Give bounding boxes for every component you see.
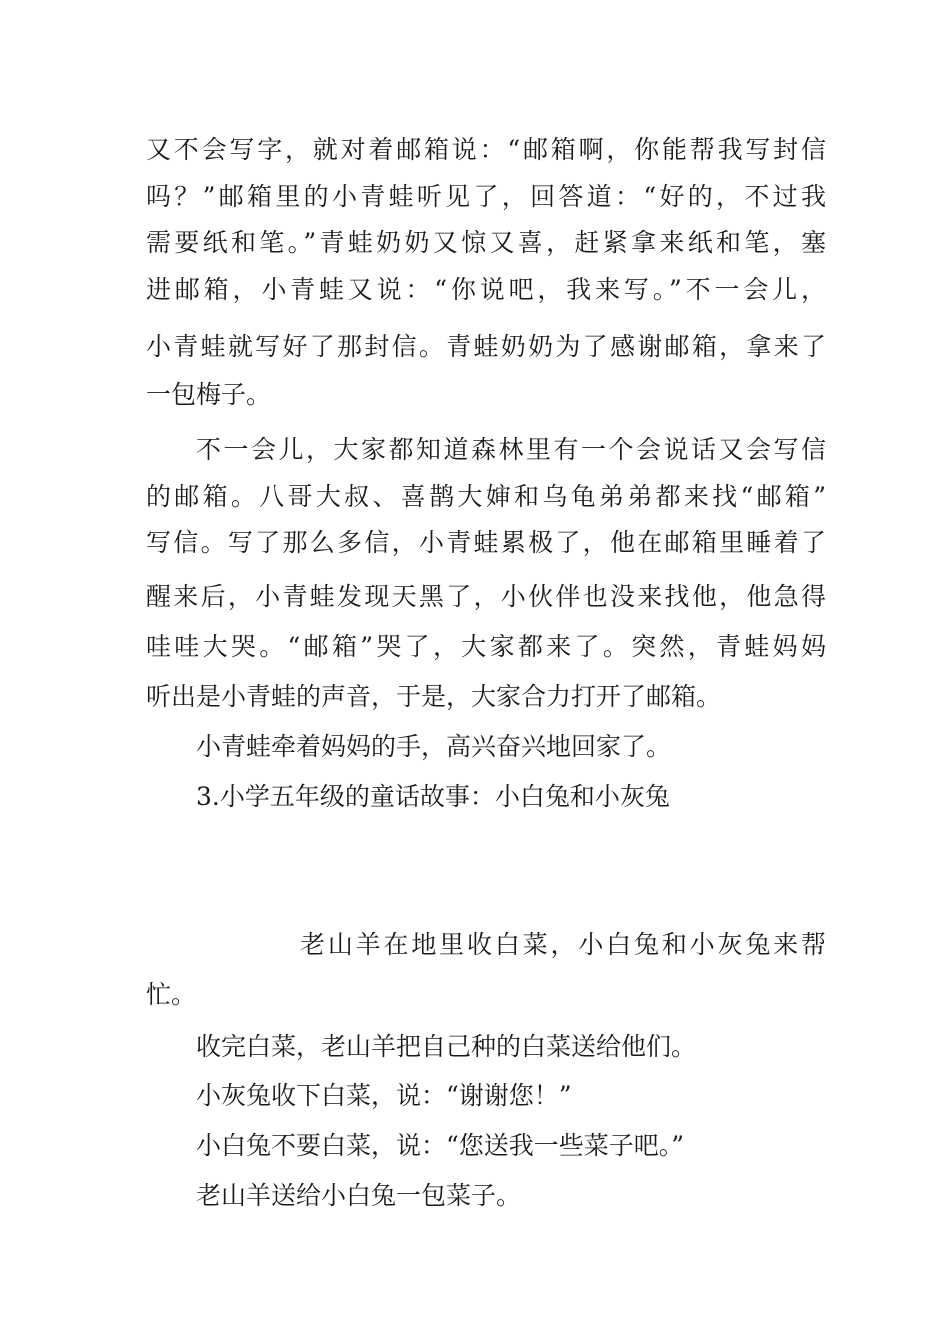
paragraph-1-line-5: 小青蛙就写好了那封信。青蛙奶奶为了感谢邮箱，拿来了 (146, 332, 826, 361)
paragraph-2-line-6: 听出是小青蛙的声音，于是，大家合力打开了邮箱。 (146, 682, 722, 711)
paragraph-2-line-1: 不一会儿，大家都知道森林里有一个会说话又会写信 (196, 435, 826, 464)
paragraph-1-line-2: 吗？”邮箱里的小青蛙听见了，回答道：“好的，不过我 (146, 182, 826, 211)
paragraph-1-line-3: 需要纸和笔。”青蛙奶奶又惊又喜，赶紧拿来纸和笔，塞 (146, 228, 826, 257)
paragraph-4-line-1: 老山羊在地里收白菜，小白兔和小灰兔来帮 (300, 930, 826, 959)
paragraph-1-line-1: 又不会写字，就对着邮箱说：“邮箱啊，你能帮我写封信 (146, 135, 826, 164)
paragraph-2-line-2: 的邮箱。八哥大叔、喜鹊大婶和乌龟弟弟都来找“邮箱” (146, 482, 826, 511)
paragraph-5: 收完白菜，老山羊把自己种的白菜送给他们。 (196, 1032, 697, 1061)
paragraph-2-line-3: 写信。写了那么多信，小青蛙累极了，他在邮箱里睡着了 (146, 528, 826, 557)
paragraph-1-line-6: 一包梅子。 (146, 380, 272, 409)
paragraph-1-line-4: 进邮箱，小青蛙又说：“你说吧，我来写。”不一会儿， (146, 275, 826, 304)
paragraph-6: 小灰兔收下白菜，说：“谢谢您！” (196, 1081, 572, 1110)
paragraph-2-line-4: 醒来后，小青蛙发现天黑了，小伙伴也没来找他，他急得 (146, 582, 826, 611)
paragraph-3: 小青蛙牵着妈妈的手，高兴奋兴地回家了。 (196, 732, 672, 761)
section-heading: 3.小学五年级的童话故事：小白兔和小灰兔 (196, 782, 670, 811)
paragraph-7: 小白兔不要白菜，说：“您送我一些菜子吧。” (196, 1131, 685, 1160)
paragraph-2-line-5: 哇哇大哭。“邮箱”哭了，大家都来了。突然，青蛙妈妈 (146, 632, 826, 661)
paragraph-4-line-2: 忙。 (146, 980, 197, 1009)
paragraph-8: 老山羊送给小白兔一包菜子。 (196, 1181, 522, 1210)
